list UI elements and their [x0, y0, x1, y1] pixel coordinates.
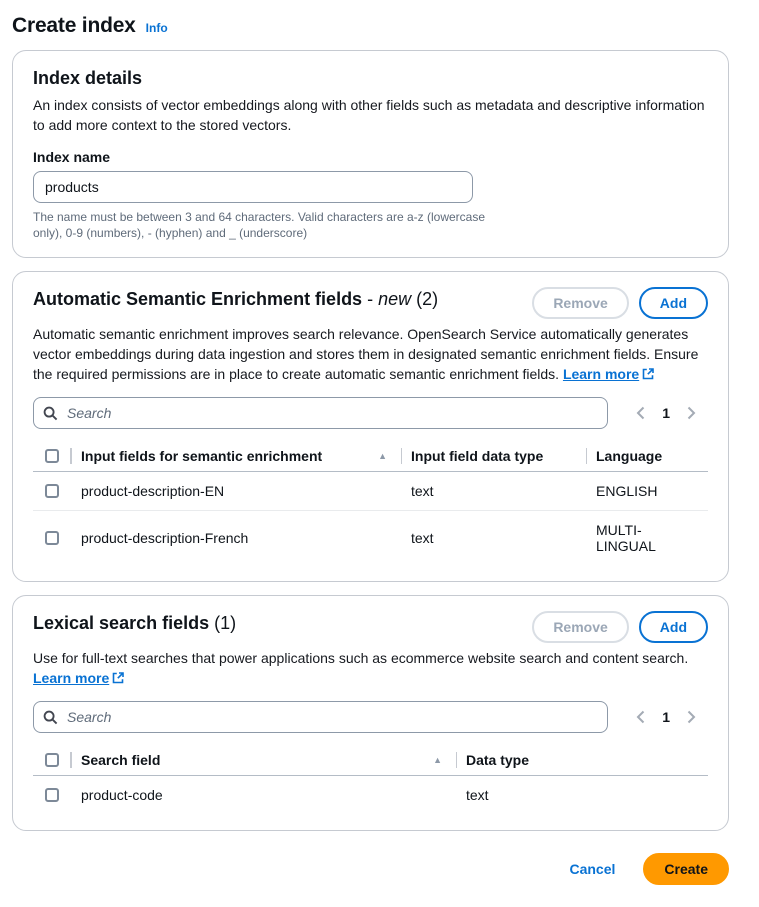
footer-actions: [12, 853, 729, 885]
semantic-row-2-field: product-description-French: [71, 511, 401, 566]
create-button[interactable]: Create: [643, 853, 729, 885]
chevron-right-icon: [686, 710, 696, 724]
lexical-search-input[interactable]: [65, 708, 598, 726]
table-row: [33, 776, 708, 815]
lexical-card-header: [33, 611, 708, 643]
index-name-label: Index name: [33, 149, 111, 165]
lexical-column-field-label: Search field: [81, 752, 161, 768]
semantic-column-header-field[interactable]: [71, 441, 401, 472]
index-details-card: [12, 50, 729, 258]
semantic-previous-page-button[interactable]: [630, 402, 652, 424]
semantic-row-2-language: MULTI-LINGUAL: [586, 511, 708, 566]
chevron-right-icon: [686, 406, 696, 420]
semantic-title-separator: -: [367, 289, 379, 309]
lexical-pagination: [630, 706, 702, 728]
lexical-search-box: [33, 701, 608, 733]
info-link[interactable]: Info: [145, 21, 168, 35]
cancel-button[interactable]: Cancel: [569, 861, 616, 877]
page-title: Create index: [12, 14, 136, 37]
lexical-search-card: [12, 595, 729, 831]
semantic-row-1-checkbox[interactable]: [45, 484, 59, 498]
semantic-column-header-datatype: Input field data type: [401, 441, 586, 472]
index-details-description: An index consists of vector embeddings along with other fields such as metadata and descriptive information to add more context to the stored vectors.: [33, 97, 705, 133]
lexical-learn-more-label: Learn more: [33, 670, 110, 686]
lexical-column-header-datatype: Data type: [456, 745, 708, 776]
semantic-row-2-checkbox[interactable]: [45, 531, 59, 545]
semantic-description: [33, 324, 708, 385]
semantic-search-box: [33, 397, 608, 429]
lexical-table-header-row: [33, 745, 708, 776]
sort-ascending-icon: ▲: [378, 450, 387, 461]
semantic-row-1-type: text: [411, 483, 434, 499]
semantic-learn-more-label: Learn more: [562, 366, 640, 382]
lexical-remove-button[interactable]: Remove: [532, 611, 628, 643]
semantic-row-1-language: ENGLISH: [596, 483, 658, 499]
index-details-title: Index details: [33, 68, 143, 88]
semantic-column-header-language: Language: [586, 441, 708, 472]
lexical-row-1-type: text: [466, 787, 489, 803]
semantic-remove-button[interactable]: Remove: [532, 287, 628, 319]
index-name-hint: The name must be between 3 and 64 characters. Valid characters are a-z (lowercase only), 0-9 (numbers), - (hyphen) and _ (underscore): [33, 210, 486, 240]
semantic-table-header-row: [33, 441, 708, 472]
lexical-toolbar: [33, 701, 708, 733]
semantic-title-new-flag: new: [378, 289, 412, 309]
chevron-left-icon: [636, 406, 646, 420]
semantic-pagination: [630, 402, 702, 424]
semantic-description-text: Automatic semantic enrichment improves search relevance. OpenSearch Service automatically generates vector embeddings during data ingestion and stores them in designated semantic enrichment fields. Ensure the required permissions are in place to create automatic semantic enrichment fields.: [33, 326, 699, 382]
table-row: [33, 472, 708, 511]
semantic-card-actions: [532, 287, 708, 319]
semantic-enrichment-card: [12, 271, 729, 582]
lexical-next-page-button[interactable]: [680, 706, 702, 728]
search-icon: [43, 406, 58, 421]
lexical-select-all-checkbox[interactable]: [45, 753, 59, 767]
index-name-input[interactable]: [33, 171, 473, 203]
semantic-column-field-label: Input fields for semantic enrichment: [81, 448, 323, 464]
semantic-card-title: [33, 287, 438, 311]
sort-ascending-icon: ▲: [433, 754, 442, 765]
lexical-column-header-field[interactable]: [71, 745, 456, 776]
external-link-icon: [642, 365, 654, 385]
semantic-title-count: (2): [416, 289, 439, 309]
semantic-toolbar: [33, 397, 708, 429]
lexical-fields-table: [33, 745, 708, 814]
semantic-row-1-field: product-description-EN: [81, 483, 225, 499]
semantic-select-all-checkbox[interactable]: [45, 449, 59, 463]
lexical-card-title: [33, 611, 236, 635]
lexical-row-1-checkbox[interactable]: [45, 788, 59, 802]
lexical-previous-page-button[interactable]: [630, 706, 652, 728]
lexical-description: [33, 648, 708, 689]
semantic-fields-table: [33, 441, 708, 565]
semantic-title-text: Automatic Semantic Enrichment fields: [33, 289, 363, 309]
lexical-add-button[interactable]: Add: [639, 611, 708, 643]
lexical-title-text: Lexical search fields: [33, 613, 210, 633]
semantic-next-page-button[interactable]: [680, 402, 702, 424]
semantic-row-2-type: text: [401, 511, 586, 566]
search-icon: [43, 710, 58, 725]
lexical-row-1-field: product-code: [81, 787, 163, 803]
semantic-add-button[interactable]: Add: [639, 287, 708, 319]
semantic-card-header: [33, 287, 708, 319]
table-row: [33, 511, 708, 566]
page-header: [12, 14, 729, 38]
external-link-icon: [112, 669, 124, 689]
lexical-learn-more-link[interactable]: [33, 670, 124, 686]
semantic-page-number: 1: [662, 405, 670, 421]
lexical-title-count: (1): [214, 613, 237, 633]
semantic-learn-more-link[interactable]: [563, 366, 654, 382]
lexical-card-actions: [532, 611, 708, 643]
lexical-page-number: 1: [662, 709, 670, 725]
semantic-search-input[interactable]: [65, 404, 598, 422]
lexical-description-text: Use for full-text searches that power applications such as ecommerce website search and content search.: [33, 650, 689, 666]
chevron-left-icon: [636, 710, 646, 724]
